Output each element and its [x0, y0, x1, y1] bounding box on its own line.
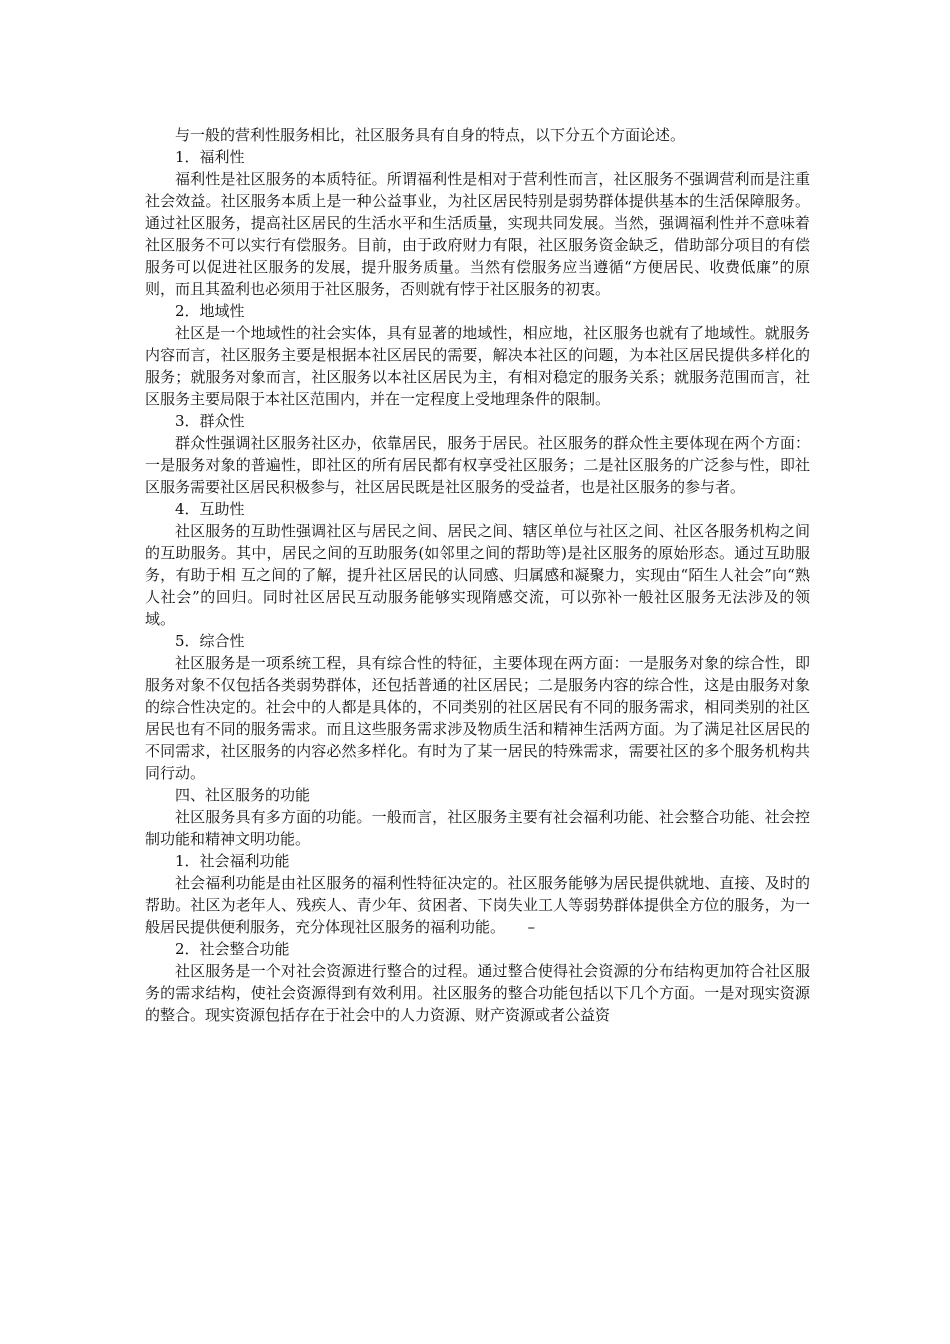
- heading-social-welfare-function: 1．社会福利功能: [175, 852, 290, 870]
- heading-social-integration-function: 2．社会整合功能: [175, 940, 290, 958]
- heading-locality: 2．地域性: [175, 302, 245, 320]
- paragraph-social-integration-function: 社区服务是一个对社会资源进行整合的过程。通过整合使得社会资源的分布结构更加符合社区服务的需求结构，使社会资源得到有效利用。社区服务的整合功能包括以下几个方面。一是对现实资源的整合。现实资源包括存在于社会中的人力资源、财产资源或者公益资: [145, 962, 810, 1024]
- paragraph-comprehensiveness: 社区服务是一项系统工程，具有综合性的特征，主要体现在两方面：一是服务对象的综合性，即服务对象不仅包括各类弱势群体，还包括普通的社区居民；二是服务内容的综合性，这是由服务对象的综合性决定的。社会中的人都是具体的，不同类别的社区居民有不同的服务需求，相同类别的社区居民也有不同的服务需求。而且这些服务需求涉及物质生活和精神生活两方面。为了满足社区居民的不同需求，社区服务的内容必然多样化。有时为了某一居民的特殊需求，需要社区的多个服务机构共同行动。: [145, 654, 810, 782]
- document-body: [145, 124, 810, 1026]
- heading-welfare: 1．福利性: [175, 148, 245, 166]
- paragraph-mutual-aid: 社区服务的互助性强调社区与居民之间、居民之间、辖区单位与社区之间、社区各服务机构之间的互助服务。其中，居民之间的互助服务(如邻里之间的帮助等)是社区服务的原始形态。通过互助服务，有助于相 互之间的了解，提升社区居民的认同感、归属感和凝聚力，实现由“陌生人社会”向“熟人社会”的回归。同时社区居民互动服务能够实现隋感交流，可以弥补一般社区服务无法涉及的领域。: [145, 522, 810, 628]
- heading-comprehensiveness: 5．综合性: [175, 632, 245, 650]
- paragraph-intro: 与一般的营利性服务相比，社区服务具有自身的特点，以下分五个方面论述。: [175, 126, 686, 144]
- heading-mutual-aid: 4．互助性: [175, 500, 245, 518]
- paragraph-welfare: 福利性是社区服务的本质特征。所谓福利性是相对于营利性而言，社区服务不强调营利而是注重社会效益。社区服务本质上是一种公益事业，为社区居民特别是弱势群体提供基本的生活保障服务。通过社区服务，提高社区居民的生活水平和生活质量，实现共同发展。当然，强调福利性并不意味着社区服务不可以实行有偿服务。目前，由于政府财力有限，社区服务资金缺乏，借助部分项目的有偿服务可以促进社区服务的发展，提升服务质量。当然有偿服务应当遵循“方便居民、收费低廉”的原则，而且其盈利也必须用于社区服务，否则就有悖于社区服务的初衷。: [145, 170, 810, 298]
- heading-mass-nature: 3．群众性: [175, 412, 245, 430]
- paragraph-mass-nature: 群众性强调社区服务社区办，依靠居民，服务于居民。社区服务的群众性主要体现在两个方面：一是服务对象的普遍性，即社区的所有居民都有权享受社区服务；二是社区服务的广泛参与性，即社区服务需要社区居民积极参与，社区居民既是社区服务的受益者，也是社区服务的参与者。: [145, 434, 810, 496]
- paragraph-locality: 社区是一个地域性的社会实体，具有显著的地域性，相应地，社区服务也就有了地域性。就服务内容而言，社区服务主要是根据本社区居民的需要，解决本社区的问题，为本社区居民提供多样化的服务；就服务对象而言，社区服务以本社区居民为主，有相对稳定的服务关系；就服务范围而言，社区服务主要局限于本社区范围内，并在一定程度上受地理条件的限制。: [145, 324, 810, 408]
- paragraph-functions-overview: 社区服务具有多方面的功能。一般而言，社区服务主要有社会福利功能、社会整合功能、社会控制功能和精神文明功能。: [145, 808, 810, 848]
- heading-section-four: 四、社区服务的功能: [175, 786, 311, 804]
- paragraph-social-welfare-function: 社会福利功能是由社区服务的福利性特征决定的。社区服务能够为居民提供就地、直接、及时的帮助。社区为老年人、残疾人、青少年、贫困者、下岗失业工人等弱势群体提供全方位的服务，为一般居民提供便利服务，充分体现社区服务的福利功能。 –: [145, 874, 810, 936]
